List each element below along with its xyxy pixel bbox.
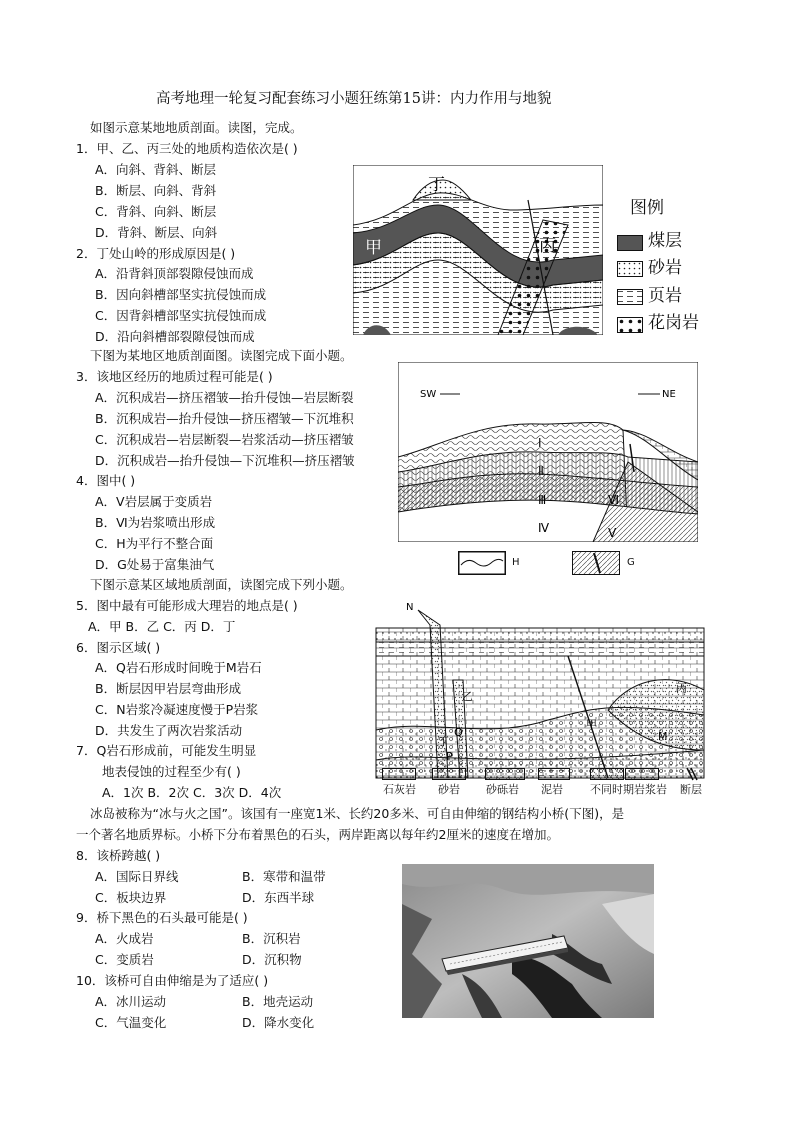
bridge-photo: [402, 864, 654, 1018]
label-jia: 甲: [586, 718, 597, 731]
question-stem: 1．甲、乙、丙三处的地质构造依次是( ): [76, 141, 298, 156]
legend-mudstone: 泥岩: [541, 783, 563, 796]
label-m: M: [658, 730, 668, 743]
label-IV: Ⅳ: [538, 521, 550, 535]
legend-fault: 断层: [680, 783, 702, 796]
option: D．沿向斜槽部裂隙侵蚀而成: [95, 329, 255, 344]
legend-g-label: G: [627, 557, 635, 568]
option: C．H为平行不整合面: [95, 536, 214, 551]
legend-limestone-swatch: [382, 768, 416, 780]
option: A．1次 B．2次 C．3次 D．4次: [102, 785, 282, 800]
option: D．背斜、断层、向斜: [95, 225, 218, 240]
label-III: Ⅲ: [538, 493, 547, 507]
legend-coal: 煤层: [648, 231, 682, 251]
legend-swatch-granite: [617, 317, 643, 333]
option: A．冰川运动: [95, 994, 167, 1009]
option: A．沿背斜顶部裂隙侵蚀而成: [95, 266, 254, 281]
option: A．Q岩石形成时间晚于M岩石: [95, 660, 262, 675]
option: B．寒带和温带: [242, 869, 326, 884]
label-ding: 丁: [438, 735, 449, 748]
option: B．断层、向斜、背斜: [95, 183, 217, 198]
question-stem: 4．图中( ): [76, 473, 136, 488]
option: B．因向斜槽部坚实抗侵蚀而成: [95, 287, 267, 302]
option: D．沉积成岩—抬升侵蚀—下沉堆积—挤压褶皱: [95, 453, 355, 468]
label-p: P: [446, 750, 453, 763]
legend-conglomerate: 砂砾岩: [486, 783, 519, 796]
option: C．板块边界: [95, 890, 167, 905]
question-stem: 5．图中最有可能形成大理岩的地点是( ): [76, 598, 298, 613]
legend-conglomerate-swatch: [485, 768, 525, 780]
legend-sandstone-swatch: [432, 768, 466, 780]
question-stem: 6．图示区域( ): [76, 640, 161, 655]
option: A．Ⅴ岩层属于变质岩: [95, 494, 213, 509]
label-yi: 乙: [437, 264, 454, 284]
legend-title: 图例: [630, 198, 664, 218]
label-ding: 丁: [428, 175, 445, 195]
legend-swatch-sandstone: [617, 261, 643, 277]
option: C．气温变化: [95, 1015, 167, 1030]
legend-granite: 花岗岩: [648, 313, 699, 333]
option: B．地壳运动: [242, 994, 314, 1009]
legend-magma: 不同时期岩浆岩: [590, 783, 667, 796]
intro-text: 如图示意某地地质剖面。读图，完成。: [90, 120, 303, 135]
geologic-section-figure-1: [353, 165, 603, 335]
question-stem: 7．Q岩石形成前，可能发生明显: [76, 743, 257, 758]
legend-h-label: H: [512, 557, 520, 568]
option: A．火成岩: [95, 931, 154, 946]
question-stem: 8．该桥跨越( ): [76, 848, 161, 863]
label-jia: 甲: [365, 238, 382, 258]
option: D．东西半球: [242, 890, 315, 905]
label-I: Ⅰ: [538, 436, 542, 450]
option: C．沉积成岩—岩层断裂—岩浆活动—挤压褶皱: [95, 432, 354, 447]
label-II: Ⅱ: [538, 464, 544, 478]
label-n: N: [406, 602, 414, 613]
legend-swatch-coal: [617, 235, 643, 251]
legend-sandstone: 砂岩: [438, 783, 460, 796]
question-stem: 9．桥下黑色的石头最可能是( ): [76, 910, 248, 925]
legend-swatch-shale: [617, 289, 643, 305]
option: A．国际日界线: [95, 869, 179, 884]
question-stem: 3．该地区经历的地质过程可能是( ): [76, 369, 273, 384]
label-V: Ⅴ: [608, 526, 617, 540]
option: D．降水变化: [242, 1015, 315, 1030]
question-stem-cont: 地表侵蚀的过程至少有( ): [102, 764, 241, 779]
option: C．变质岩: [95, 952, 154, 967]
option: A．向斜、背斜、断层: [95, 162, 217, 177]
legend-limestone: 石灰岩: [383, 783, 416, 796]
label-VI: Ⅵ: [608, 493, 620, 507]
question-stem: 2．丁处山岭的形成原因是( ): [76, 246, 236, 261]
option: D．G处易于富集油气: [95, 557, 215, 572]
legend-magma-swatch: [590, 768, 660, 780]
legend-g-swatch: [572, 551, 620, 575]
option: B．断层因甲岩层弯曲形成: [95, 681, 242, 696]
option: B．沉积成岩—抬升侵蚀—挤压褶皱—下沉堆积: [95, 411, 354, 426]
intro-text-cont: 一个著名地质界标。小桥下分布着黑色的石头，两岸距离以每年约2厘米的速度在增加。: [76, 827, 559, 842]
option: C．N岩浆冷凝速度慢于P岩浆: [95, 702, 259, 717]
label-bing: 丙: [676, 682, 687, 695]
option: D．沉积物: [242, 952, 302, 967]
label-sw: SW: [420, 389, 437, 400]
intro-text: 冰岛被称为“冰与火之国”。该国有一座宽1米、长约20多米、可自由伸缩的钢结构小桥(下图)，是: [90, 806, 625, 821]
option: A．沉积成岩—挤压褶皱—抬升侵蚀—岩层断裂: [95, 390, 354, 405]
label-yi: 乙: [462, 690, 473, 703]
intro-text: 下图示意某区域地质剖面，读图完成下列小题。: [90, 577, 353, 592]
legend-shale: 页岩: [648, 286, 682, 306]
option: C．背斜、向斜、断层: [95, 204, 217, 219]
geologic-section-figure-2: [398, 362, 698, 542]
legend-fault-swatch: [684, 766, 700, 782]
option: B．沉积岩: [242, 931, 301, 946]
label-bing: 丙: [539, 236, 556, 256]
legend-mudstone-swatch: [538, 768, 570, 780]
option: B．Ⅵ为岩浆喷出形成: [95, 515, 216, 530]
option: A．甲 B．乙 C．丙 D．丁: [88, 619, 236, 634]
page-title: 高考地理一轮复习配套练习小题狂练第15讲：内力作用与地貌: [156, 91, 552, 107]
intro-text: 下图为某地区地质剖面图。读图完成下面小题。: [90, 348, 353, 363]
legend-h-swatch: [458, 551, 506, 575]
legend-sandstone: 砂岩: [648, 258, 682, 278]
option: C．因背斜槽部坚实抗侵蚀而成: [95, 308, 267, 323]
label-q: Q: [454, 726, 463, 739]
option: D．共发生了两次岩浆活动: [95, 723, 243, 738]
question-stem: 10．该桥可自由伸缩是为了适应( ): [76, 973, 269, 988]
label-ne: NE: [662, 389, 676, 400]
